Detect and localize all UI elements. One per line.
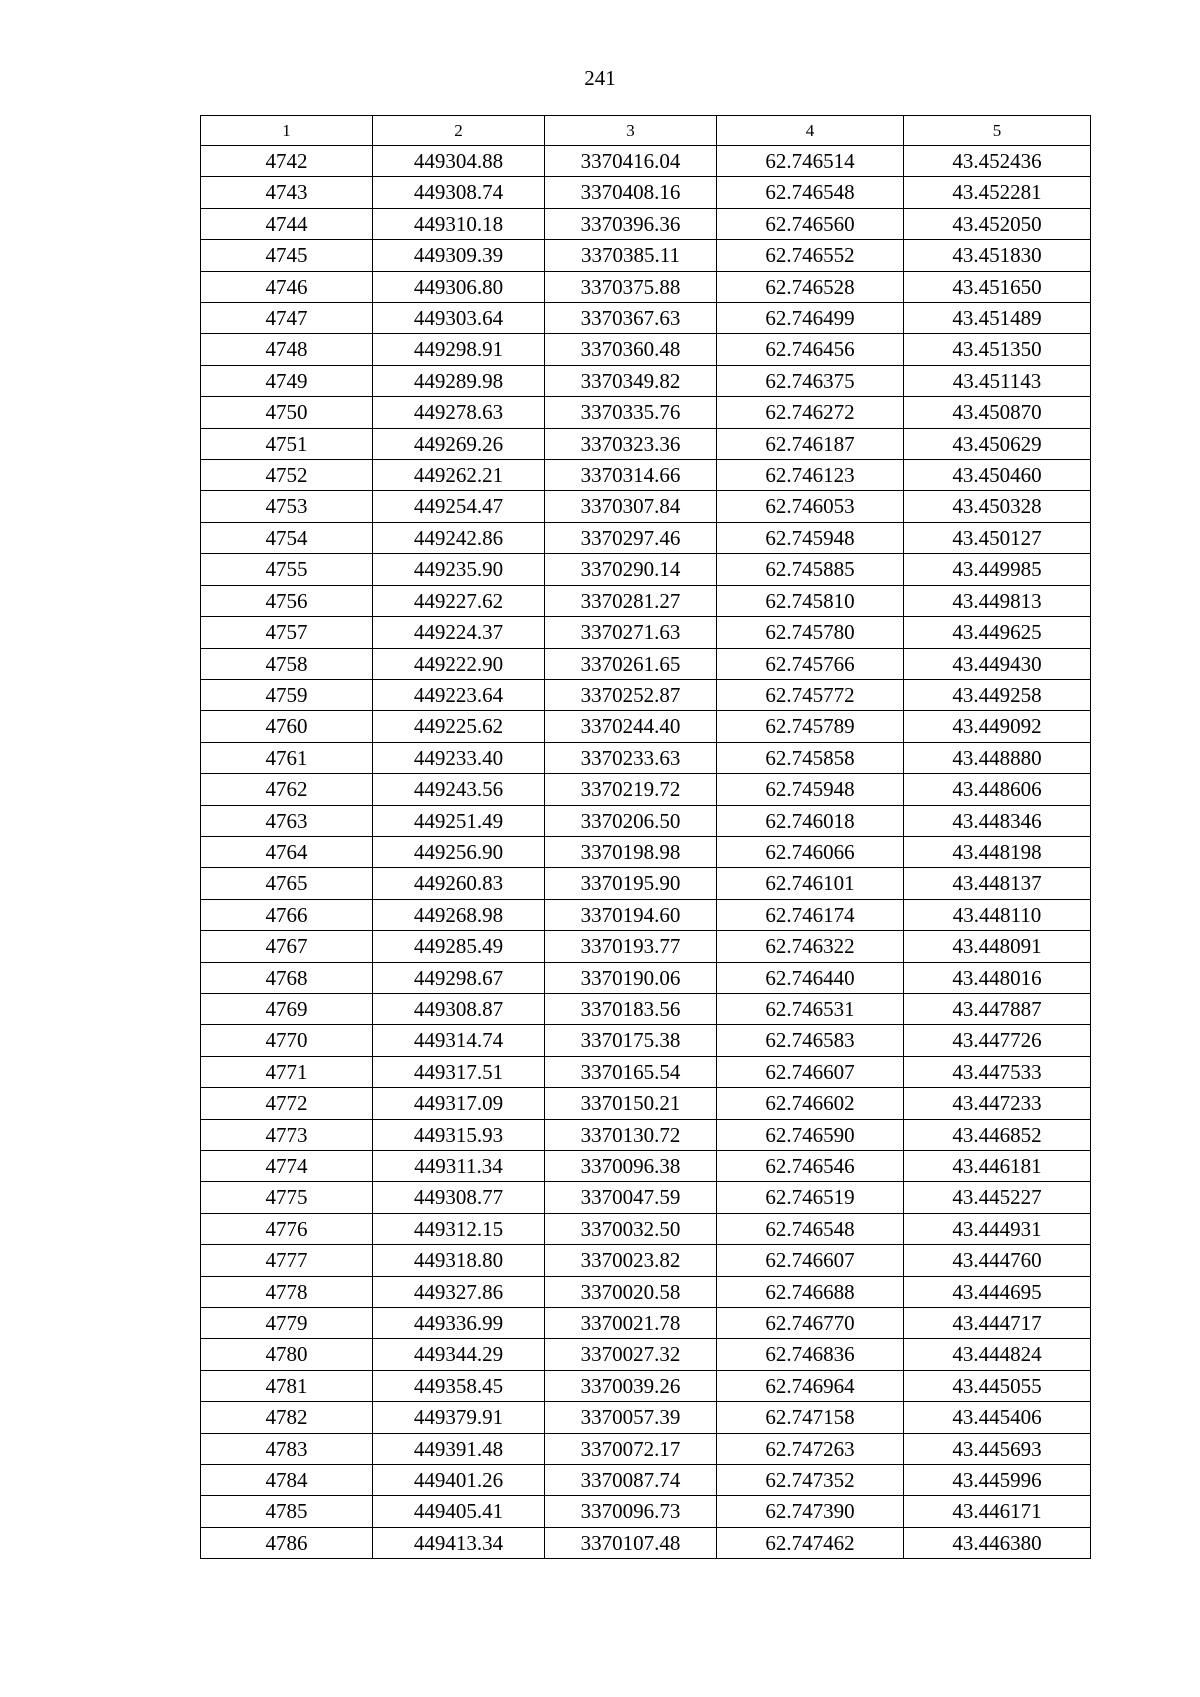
table-cell: 62.745810 [717,585,904,616]
table-cell: 449401.26 [373,1465,545,1496]
table-cell: 3370233.63 [545,742,717,773]
table-row [201,899,1091,930]
table-row [201,303,1091,334]
table-cell: 62.746375 [717,365,904,396]
table-cell: 449413.34 [373,1527,545,1558]
table-cell: 62.746964 [717,1370,904,1401]
table-cell: 4779 [201,1308,373,1339]
table-cell: 4778 [201,1276,373,1307]
table-cell: 43.444931 [904,1213,1091,1244]
table-cell: 43.447726 [904,1025,1091,1056]
table-cell: 4769 [201,993,373,1024]
column-header: 1 [201,116,373,146]
table-cell: 62.747158 [717,1402,904,1433]
table-cell: 4775 [201,1182,373,1213]
table-cell: 4773 [201,1119,373,1150]
table-cell: 62.746514 [717,146,904,177]
table-cell: 3370206.50 [545,805,717,836]
table-cell: 449317.51 [373,1056,545,1087]
table-cell: 4776 [201,1213,373,1244]
coordinates-table [200,115,1091,1559]
table-cell: 62.747263 [717,1433,904,1464]
table-cell: 3370252.87 [545,679,717,710]
table-row [201,1339,1091,1370]
table-row [201,742,1091,773]
table-cell: 4760 [201,711,373,742]
table-cell: 3370360.48 [545,334,717,365]
table-row [201,146,1091,177]
table-row [201,868,1091,899]
table-row [201,805,1091,836]
table-cell: 4772 [201,1088,373,1119]
table-cell: 62.746123 [717,460,904,491]
table-cell: 43.445693 [904,1433,1091,1464]
table-cell: 43.445996 [904,1465,1091,1496]
table-cell: 3370396.36 [545,208,717,239]
table-cell: 3370087.74 [545,1465,717,1496]
table-cell: 62.746836 [717,1339,904,1370]
table-cell: 3370385.11 [545,240,717,271]
table-cell: 62.746519 [717,1182,904,1213]
table-cell: 62.747462 [717,1527,904,1558]
table-row [201,679,1091,710]
table-cell: 4752 [201,460,373,491]
table-cell: 3370190.06 [545,962,717,993]
table-cell: 62.746583 [717,1025,904,1056]
table-cell: 43.451650 [904,271,1091,302]
table-cell: 3370130.72 [545,1119,717,1150]
table-cell: 43.452281 [904,177,1091,208]
table-row [201,1496,1091,1527]
table-cell: 4753 [201,491,373,522]
table-cell: 449304.88 [373,146,545,177]
table-cell: 449298.91 [373,334,545,365]
table-cell: 4781 [201,1370,373,1401]
table-cell: 3370335.76 [545,397,717,428]
table-cell: 43.444760 [904,1245,1091,1276]
table-cell: 43.449430 [904,648,1091,679]
table-cell: 4765 [201,868,373,899]
table-cell: 449317.09 [373,1088,545,1119]
table-cell: 4766 [201,899,373,930]
table-cell: 449285.49 [373,931,545,962]
table-cell: 62.746187 [717,428,904,459]
table-cell: 3370027.32 [545,1339,717,1370]
table-cell: 43.448091 [904,931,1091,962]
table-cell: 62.746440 [717,962,904,993]
table-cell: 4750 [201,397,373,428]
table-cell: 4743 [201,177,373,208]
table-cell: 3370367.63 [545,303,717,334]
table-cell: 4786 [201,1527,373,1558]
table-cell: 4777 [201,1245,373,1276]
table-cell: 449262.21 [373,460,545,491]
table-cell: 3370307.84 [545,491,717,522]
table-cell: 4784 [201,1465,373,1496]
column-header: 5 [904,116,1091,146]
table-cell: 62.746272 [717,397,904,428]
table-row [201,554,1091,585]
table-row [201,931,1091,962]
table-cell: 4749 [201,365,373,396]
table-cell: 3370096.73 [545,1496,717,1527]
table-cell: 3370375.88 [545,271,717,302]
table-cell: 4783 [201,1433,373,1464]
table-row [201,208,1091,239]
table-cell: 62.745766 [717,648,904,679]
table-cell: 3370281.27 [545,585,717,616]
table-cell: 43.448016 [904,962,1091,993]
table-row [201,1433,1091,1464]
table-row [201,774,1091,805]
table-cell: 62.745780 [717,617,904,648]
table-cell: 3370047.59 [545,1182,717,1213]
table-cell: 4770 [201,1025,373,1056]
table-cell: 43.449258 [904,679,1091,710]
table-cell: 3370193.77 [545,931,717,962]
table-cell: 62.745858 [717,742,904,773]
table-cell: 43.448346 [904,805,1091,836]
table-cell: 62.746548 [717,1213,904,1244]
table-row [201,962,1091,993]
table-cell: 449358.45 [373,1370,545,1401]
table-cell: 43.447233 [904,1088,1091,1119]
table-cell: 4761 [201,742,373,773]
column-header: 4 [717,116,904,146]
page-number: 241 [584,66,616,90]
table-cell: 449308.77 [373,1182,545,1213]
table-cell: 3370057.39 [545,1402,717,1433]
table-cell: 449268.98 [373,899,545,930]
table-cell: 62.746560 [717,208,904,239]
table-cell: 62.746499 [717,303,904,334]
table-cell: 4754 [201,522,373,553]
table-cell: 3370021.78 [545,1308,717,1339]
table-cell: 4755 [201,554,373,585]
table-row [201,365,1091,396]
table-cell: 449306.80 [373,271,545,302]
table-row [201,460,1091,491]
table-cell: 43.446171 [904,1496,1091,1527]
table-cell: 449256.90 [373,836,545,867]
table-cell: 62.746174 [717,899,904,930]
table-cell: 3370020.58 [545,1276,717,1307]
table-cell: 449303.64 [373,303,545,334]
table-row [201,1025,1091,1056]
table-cell: 449242.86 [373,522,545,553]
table-cell: 449260.83 [373,868,545,899]
table-cell: 3370323.36 [545,428,717,459]
table-cell: 43.447533 [904,1056,1091,1087]
table-cell: 3370408.16 [545,177,717,208]
table-cell: 3370096.38 [545,1151,717,1182]
table-cell: 449315.93 [373,1119,545,1150]
table-cell: 4785 [201,1496,373,1527]
table-cell: 43.445406 [904,1402,1091,1433]
table-cell: 449227.62 [373,585,545,616]
table-cell: 4774 [201,1151,373,1182]
table-cell: 43.446852 [904,1119,1091,1150]
table-cell: 62.746531 [717,993,904,1024]
table-row [201,334,1091,365]
table-cell: 43.451143 [904,365,1091,396]
table-cell: 43.448137 [904,868,1091,899]
table-cell: 3370244.40 [545,711,717,742]
table-cell: 3370175.38 [545,1025,717,1056]
table-row [201,522,1091,553]
table-cell: 62.746548 [717,177,904,208]
table-cell: 43.448110 [904,899,1091,930]
table-cell: 62.746607 [717,1245,904,1276]
table-cell: 62.745789 [717,711,904,742]
table-cell: 449318.80 [373,1245,545,1276]
table-cell: 43.448880 [904,742,1091,773]
table-cell: 4758 [201,648,373,679]
table-cell: 62.745885 [717,554,904,585]
table-cell: 43.451350 [904,334,1091,365]
table-cell: 43.448606 [904,774,1091,805]
table-cell: 43.449625 [904,617,1091,648]
table-cell: 3370261.65 [545,648,717,679]
table-cell: 3370023.82 [545,1245,717,1276]
table-cell: 4762 [201,774,373,805]
table-row [201,1213,1091,1244]
table-row [201,1151,1091,1182]
table-cell: 43.446380 [904,1527,1091,1558]
table-row [201,428,1091,459]
table-row [201,1245,1091,1276]
table-cell: 62.746590 [717,1119,904,1150]
table-cell: 62.745948 [717,522,904,553]
table-cell: 4746 [201,271,373,302]
table-cell: 3370072.17 [545,1433,717,1464]
table-cell: 3370150.21 [545,1088,717,1119]
table-cell: 62.745772 [717,679,904,710]
table-cell: 43.449985 [904,554,1091,585]
table-cell: 43.449813 [904,585,1091,616]
table-cell: 449344.29 [373,1339,545,1370]
table-cell: 43.444695 [904,1276,1091,1307]
table-cell: 43.452050 [904,208,1091,239]
table-cell: 43.451830 [904,240,1091,271]
column-header: 2 [373,116,545,146]
table-cell: 43.446181 [904,1151,1091,1182]
table-cell: 4763 [201,805,373,836]
table-cell: 449243.56 [373,774,545,805]
table-cell: 449254.47 [373,491,545,522]
table-cell: 4751 [201,428,373,459]
table-row [201,1119,1091,1150]
table-cell: 449233.40 [373,742,545,773]
table-row [201,1056,1091,1087]
table-cell: 4742 [201,146,373,177]
table-cell: 449312.15 [373,1213,545,1244]
table-row [201,617,1091,648]
table-cell: 43.450328 [904,491,1091,522]
table-cell: 449310.18 [373,208,545,239]
table-cell: 43.444824 [904,1339,1091,1370]
table-cell: 449251.49 [373,805,545,836]
table-cell: 43.450870 [904,397,1091,428]
table-cell: 3370297.46 [545,522,717,553]
table-cell: 449308.87 [373,993,545,1024]
table-row [201,397,1091,428]
table-cell: 449336.99 [373,1308,545,1339]
table-row [201,177,1091,208]
table-cell: 4756 [201,585,373,616]
table-cell: 62.746688 [717,1276,904,1307]
table-cell: 62.746053 [717,491,904,522]
table-cell: 449289.98 [373,365,545,396]
table-cell: 449314.74 [373,1025,545,1056]
table-cell: 449223.64 [373,679,545,710]
table-cell: 4764 [201,836,373,867]
table-cell: 449405.41 [373,1496,545,1527]
table-cell: 3370165.54 [545,1056,717,1087]
table-row [201,240,1091,271]
table-cell: 62.747390 [717,1496,904,1527]
table-cell: 62.746770 [717,1308,904,1339]
table-cell: 449308.74 [373,177,545,208]
table-cell: 62.746018 [717,805,904,836]
table-cell: 3370314.66 [545,460,717,491]
table-cell: 4768 [201,962,373,993]
table-row [201,648,1091,679]
table-cell: 3370416.04 [545,146,717,177]
table-cell: 4780 [201,1339,373,1370]
table-cell: 43.449092 [904,711,1091,742]
table-cell: 4745 [201,240,373,271]
table-row [201,1465,1091,1496]
table-row [201,1370,1091,1401]
table-cell: 43.450127 [904,522,1091,553]
table-cell: 43.445055 [904,1370,1091,1401]
table-cell: 62.746101 [717,868,904,899]
table-cell: 43.450629 [904,428,1091,459]
table-cell: 3370271.63 [545,617,717,648]
table-cell: 43.447887 [904,993,1091,1024]
table-cell: 3370219.72 [545,774,717,805]
table-cell: 3370349.82 [545,365,717,396]
table-cell: 3370198.98 [545,836,717,867]
table-cell: 449269.26 [373,428,545,459]
table-row [201,1276,1091,1307]
table-cell: 62.746607 [717,1056,904,1087]
table-cell: 3370107.48 [545,1527,717,1558]
table-cell: 62.746322 [717,931,904,962]
table-cell: 3370032.50 [545,1213,717,1244]
column-header: 3 [545,116,717,146]
table-row [201,836,1091,867]
table-row [201,1182,1091,1213]
table-row [201,1088,1091,1119]
table-cell: 449391.48 [373,1433,545,1464]
table-row [201,711,1091,742]
table-cell: 43.445227 [904,1182,1091,1213]
table-cell: 43.448198 [904,836,1091,867]
table-cell: 62.746602 [717,1088,904,1119]
table-cell: 449235.90 [373,554,545,585]
table-cell: 62.745948 [717,774,904,805]
table-cell: 3370183.56 [545,993,717,1024]
table-cell: 4747 [201,303,373,334]
table-row [201,585,1091,616]
table-cell: 62.746546 [717,1151,904,1182]
table-cell: 449278.63 [373,397,545,428]
table-row [201,993,1091,1024]
table-cell: 4744 [201,208,373,239]
table-cell: 3370195.90 [545,868,717,899]
table-cell: 4771 [201,1056,373,1087]
table-cell: 3370039.26 [545,1370,717,1401]
table-cell: 449379.91 [373,1402,545,1433]
table-row [201,1527,1091,1558]
table-cell: 4767 [201,931,373,962]
table-cell: 3370194.60 [545,899,717,930]
table-row [201,1308,1091,1339]
table-cell: 449311.34 [373,1151,545,1182]
table-cell: 62.746552 [717,240,904,271]
table-cell: 43.451489 [904,303,1091,334]
table-cell: 62.746528 [717,271,904,302]
table-cell: 4757 [201,617,373,648]
table-cell: 62.747352 [717,1465,904,1496]
table-cell: 449327.86 [373,1276,545,1307]
table-cell: 449298.67 [373,962,545,993]
table-cell: 62.746456 [717,334,904,365]
table-cell: 449222.90 [373,648,545,679]
table-row [201,491,1091,522]
table-row [201,271,1091,302]
table-cell: 43.444717 [904,1308,1091,1339]
table-cell: 43.452436 [904,146,1091,177]
table-cell: 449309.39 [373,240,545,271]
table-cell: 3370290.14 [545,554,717,585]
table-cell: 62.746066 [717,836,904,867]
table-cell: 4748 [201,334,373,365]
table-cell: 4782 [201,1402,373,1433]
table-cell: 449224.37 [373,617,545,648]
table-cell: 449225.62 [373,711,545,742]
table-cell: 43.450460 [904,460,1091,491]
table-header-row [201,116,1091,146]
table-row [201,1402,1091,1433]
table-cell: 4759 [201,679,373,710]
